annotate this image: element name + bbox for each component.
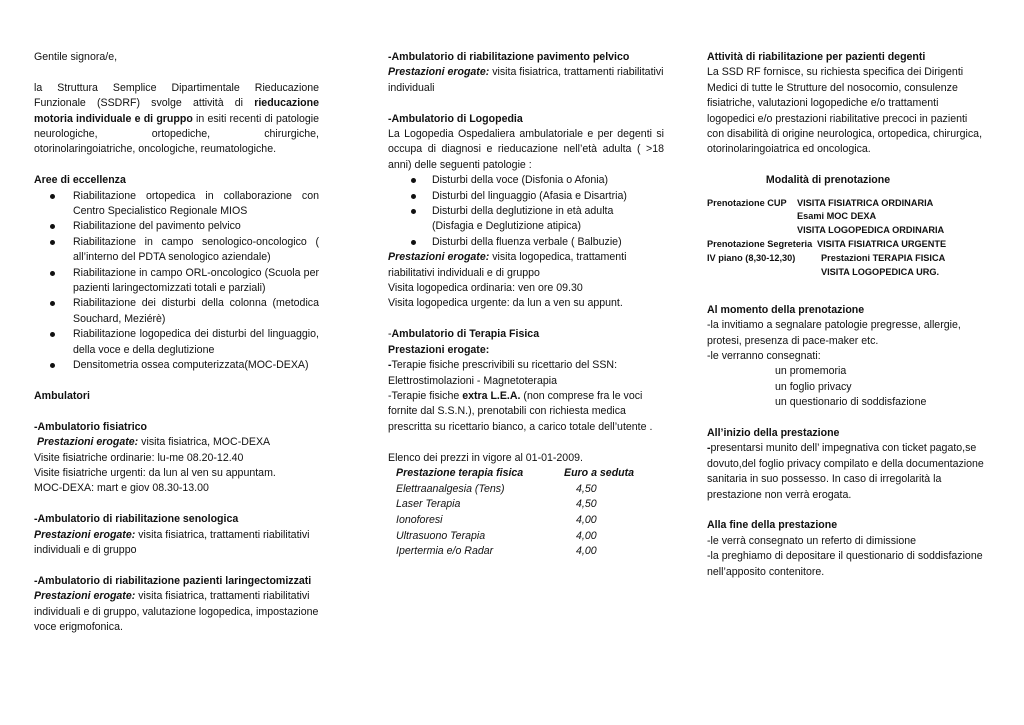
logopedia-hours: Visita logopedica urgente: da lun a ven su appunt.: [388, 297, 623, 310]
heading-text: Ambulatorio di Terapia Fisica: [391, 328, 540, 341]
booking-seg-row: [707, 238, 987, 252]
logopedia-services: [388, 250, 664, 281]
degenti-description: La SSD RF fornisce, su richiesta specifica dei Dirigenti Medici di tutte le Strutture del nosocomio, consulenze fisiatriche, valutazioni logopediche e/o trattamenti logopedici e/o prestazioni riabilitative precoci in pazienti con disabilità di origine neurologica, ortopedica, chirurgica, otorinolaringoiatrica ed oncologica.: [707, 66, 983, 156]
list-item: Densitometria ossea computerizzata(MOC-DEXA): [34, 358, 319, 373]
fine-line: -la preghiamo di depositare il questionario di soddisfazione nell’apposito contenitore.: [707, 550, 983, 578]
price-service: Ionoforesi: [396, 513, 443, 526]
fisiatrico-hours: Visite fisiatriche ordinarie: lu-me 08.20-12.40: [34, 451, 244, 464]
momento-line: -le verranno consegnati:: [707, 350, 821, 363]
services-text: visita logopedica, trattamenti riabilitativi individuali e di gruppo: [388, 251, 627, 279]
fisiatrico-hours: Visite fisiatriche urgenti: da lun al ven su appuntam.: [34, 466, 276, 479]
momento-line: -la invitiamo a segnalare patologie pregresse, allergie, protesi, presenza di pace-maker etc.: [707, 319, 961, 347]
list-item: Riabilitazione in campo ORL-oncologico (Scuola per pazienti laringectomizzati totali e parziali): [34, 266, 319, 297]
laring-heading: -Ambulatorio di riabilitazione pazienti laringectomizzati: [34, 574, 312, 587]
services-label: Prestazioni erogate:: [34, 528, 136, 541]
services-text: visita fisiatrica, trattamenti riabilitativi individuali e di gruppo: [34, 528, 310, 556]
table-row: [396, 497, 634, 513]
modalita-heading: Modalità di prenotazione: [765, 174, 891, 187]
degenti-heading: Attività di riabilitazione per pazienti degenti: [707, 51, 926, 63]
price-service: Ultrasuono Terapia: [396, 529, 486, 542]
price-list-title: Elenco dei prezzi in vigore al 01-01-2009.: [388, 451, 583, 464]
list-item: Riabilitazione in campo senologico-oncologico ( all’interno del PDTA senologico aziendale): [34, 235, 319, 266]
booking-cup-item: VISITA LOGOPEDICA ORDINARIA: [797, 225, 945, 236]
heading-dash: -: [388, 328, 392, 341]
price-header-service: Prestazione terapia fisica: [396, 466, 524, 479]
terapia-fisica-services-label: Prestazioni erogate:: [388, 343, 490, 356]
ambulatori-heading: Ambulatori: [34, 389, 90, 402]
booking-iv-row: [707, 252, 987, 266]
booking-iv-item: Prestazioni TERAPIA FISICA: [821, 252, 946, 263]
fine-heading: Alla fine della prestazione: [707, 519, 838, 532]
momento-heading: Al momento della prenotazione: [707, 303, 865, 316]
price-service: Ipertermia e/o Radar: [396, 545, 494, 558]
services-label: Prestazioni erogate:: [34, 590, 136, 603]
item-text: presentarsi munito dell’ impegnativa con ticket pagato,se dovuto,del foglio privacy compilato e della documentazione sanitaria in suo possesso. In caso di irregolarità la prestazione non verrà erogata.: [707, 442, 984, 501]
price-value: 4,00: [576, 513, 597, 526]
booking-cup-item: Esami MOC DEXA: [797, 211, 877, 222]
fine-line: -le verrà consegnato un referto di dimissione: [707, 534, 917, 547]
fisiatrico-services: [34, 435, 319, 450]
inizio-text: [707, 441, 987, 503]
list-item: Riabilitazione ortopedica in collaborazione con Centro Specialistico Regionale MIOS: [34, 189, 319, 220]
list-item: Disturbi della fluenza verbale ( Balbuzie): [388, 235, 664, 250]
logopedia-hours: Visita logopedica ordinaria: ven ore 09.30: [388, 282, 583, 295]
intro-text-a: la Struttura Semplice Dipartimentale Rieducazione Funzionale (SSDRF) svolge attività di: [34, 81, 319, 110]
booking-block: [707, 197, 987, 280]
price-value: 4,00: [576, 545, 597, 558]
list-item: Riabilitazione dei disturbi della colonna (metodica Souchard, Meziérè): [34, 296, 319, 327]
terapia-fisica-ssn: [388, 358, 664, 389]
price-value: 4,00: [576, 529, 597, 542]
terapia-fisica-heading: [388, 327, 664, 342]
table-row: [396, 482, 634, 498]
price-value: 4,50: [576, 482, 597, 495]
logopedia-description: La Logopedia Ospedaliera ambulatoriale e per degenti si occupa di diagnosi e rieducazione nell’età adulta ( >18 anni) delle seguenti patologie :: [388, 128, 664, 171]
booking-seg-label: Prenotazione Segreteria: [707, 239, 813, 250]
item-dash: -: [388, 359, 392, 372]
list-item: Riabilitazione del pavimento pelvico: [34, 219, 319, 234]
senologica-services: [34, 528, 319, 559]
list-item: un foglio privacy: [775, 380, 852, 393]
services-text: visita fisiatrica, MOC-DEXA: [138, 436, 271, 449]
price-service: Laser Terapia: [396, 498, 461, 511]
list-item: un questionario di soddisfazione: [775, 396, 927, 409]
services-label: Prestazioni erogate:: [36, 436, 139, 449]
column-middle: [388, 50, 664, 560]
fisiatrico-hours: MOC-DEXA: mart e giov 08.30-13.00: [34, 482, 209, 495]
booking-iv-label: IV piano (8,30-12,30): [707, 252, 796, 263]
intro-text-bold: rieducazione motoria individuale e di gruppo: [34, 97, 319, 125]
services-text: visita fisiatrica, trattamenti riabilitativi individuali: [388, 66, 664, 94]
list-item: Disturbi della deglutizione in età adulta: [388, 204, 664, 219]
item-text-b: (non comprese fra le voci fornite dal S.S.N.), prenotabili con richiesta medica prescritta su ricettario bianco, a carico totale dell’utente .: [388, 389, 653, 433]
senologica-heading: -Ambulatorio di riabilitazione senologica: [34, 513, 239, 526]
logopedia-subnote: (Disfagia e Deglutizione atipica): [432, 220, 581, 233]
price-header-euro: Euro a seduta: [564, 466, 635, 479]
price-value: 4,50: [576, 498, 597, 511]
excellence-list: [34, 189, 319, 374]
logopedia-list: [388, 173, 664, 219]
booking-cup-row: [707, 197, 987, 211]
services-label: Prestazioni erogate:: [388, 251, 490, 264]
booking-cup-item: VISITA FISIATRICA ORDINARIA: [797, 197, 934, 208]
item-text-bold: extra L.E.A.: [462, 389, 521, 402]
fisiatrico-heading: -Ambulatorio fisiatrico: [34, 420, 148, 433]
list-item: un promemoria: [775, 365, 847, 378]
list-item: Riabilitazione logopedica dei disturbi del linguaggio, della voce e della deglutizione: [34, 327, 319, 358]
list-item: Disturbi del linguaggio (Afasia e Disartria): [388, 189, 664, 204]
price-service: Elettraanalgesia (Tens): [396, 482, 505, 495]
price-table-header: [396, 466, 634, 482]
price-table: [396, 466, 634, 560]
item-text-a: -Terapie fisiche: [388, 389, 463, 402]
item-dash: -: [707, 442, 711, 455]
excellence-heading: Aree di eccellenza: [34, 174, 126, 187]
greeting: Gentile signora/e,: [34, 51, 118, 63]
intro-text-b: in esiti recenti di patologie neurologiche, ortopediche, chirurgiche, otorinolaringoiatriche, oncologiche, reumatologiche.: [34, 112, 319, 156]
pelvico-heading: -Ambulatorio di riabilitazione pavimento pelvico: [388, 51, 630, 63]
item-text: Terapie fisiche prescrivibili su ricettario del SSN: Elettrostimolazioni - Magnetoterapia: [388, 359, 618, 387]
services-label: Prestazioni erogate:: [388, 66, 490, 79]
column-left: [34, 50, 319, 635]
logopedia-heading: -Ambulatorio di Logopedia: [388, 112, 523, 125]
table-row: [396, 513, 634, 529]
terapia-fisica-extra: [388, 389, 664, 435]
pelvico-services: [388, 65, 664, 96]
laring-services: [34, 589, 319, 635]
booking-cup-label: Prenotazione CUP: [707, 197, 787, 208]
table-row: [396, 529, 634, 545]
column-right: [707, 50, 987, 580]
intro-paragraph: [34, 81, 319, 158]
booking-iv-item: VISITA LOGOPEDICA URG.: [821, 266, 940, 277]
booking-seg-item: VISITA FISIATRICA URGENTE: [817, 239, 947, 250]
services-text: visita fisiatrica, trattamenti riabilitativi individuali e di gruppo, valutazione logopedica, impostazione voce erigmofonica.: [34, 590, 319, 633]
table-row: [396, 544, 634, 560]
logopedia-list-last: [388, 235, 664, 250]
inizio-heading: All’inizio della prestazione: [707, 427, 840, 440]
list-item: Disturbi della voce (Disfonia o Afonia): [388, 173, 664, 188]
